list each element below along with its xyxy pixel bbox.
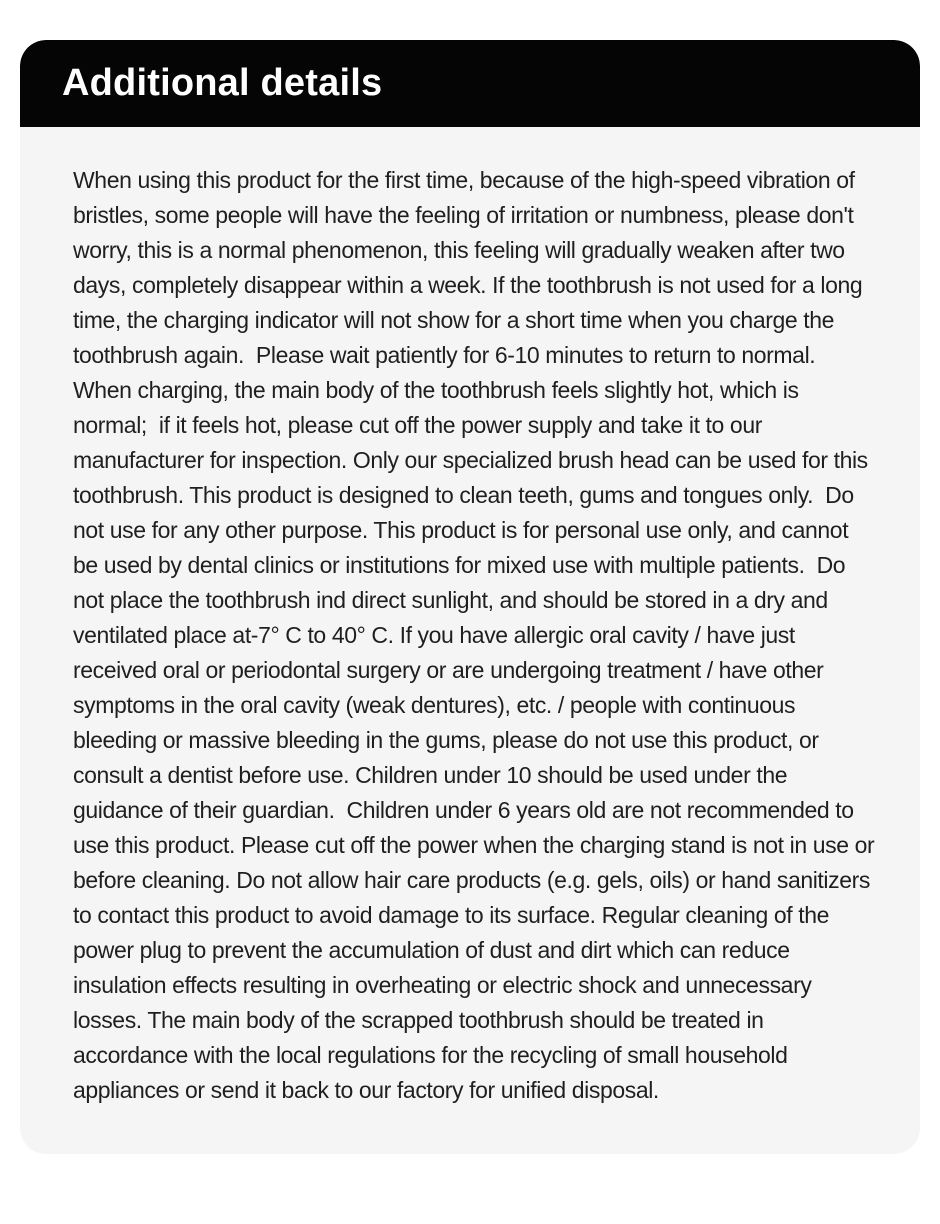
details-text: When using this product for the first time, because of the high-speed vibration of bristles, some people will have the feeling of irritation or numbness, please don't worry, this is a normal phenomenon, this feeling will gradually weaken after two days, completely disappear within a week. If the toothbrush is not used for a long time, the charging indicator will not show for a short time when you charge the toothbrush again. Please wait patiently for 6-10 minutes to return to normal. When charging, the main body of the toothbrush feels slightly hot, which is normal; if it feels hot, please cut off the power supply and take it to our manufacturer for inspection. Only our specialized brush head can be used for this toothbrush. This product is designed to clean teeth, gums and tongues only. Do not use for any other purpose. This product is for personal use only, and cannot be used by dental clinics or institutions for mixed use with multiple patients. Do not place the toothbrush ind direct sunlight, and should be stored in a dry and ventilated place at-7° C to 40° C. If you have allergic oral cavity / have just received oral or periodontal surgery or are undergoing treatment / have other symptoms in the oral cavity (weak dentures), etc. / people with continuous bleeding or massive bleeding in the gums, please do not use this product, or consult a dentist before use. Children under 10 should be used under the guidance of their guardian. Children under 6 years old are not recommended to use this product. Please cut off the power when the charging stand is not in use or before cleaning. Do not allow hair care products (e.g. gels, oils) or hand sanitizers to contact this product to avoid damage to its surface. Regular cleaning of the power plug to prevent the accumulation of dust and dirt which can reduce insulation effects resulting in overheating or electric shock and unnecessary losses. The main body of the scrapped toothbrush should be treated in accordance with the local regulations for the recycling of small household appliances or send it back to our factory for unified disposal. xyxy=(73,167,881,1103)
page-title: Additional details xyxy=(62,62,383,104)
card-header xyxy=(20,40,920,127)
additional-details-card xyxy=(20,40,920,1154)
card-body xyxy=(20,127,920,1154)
